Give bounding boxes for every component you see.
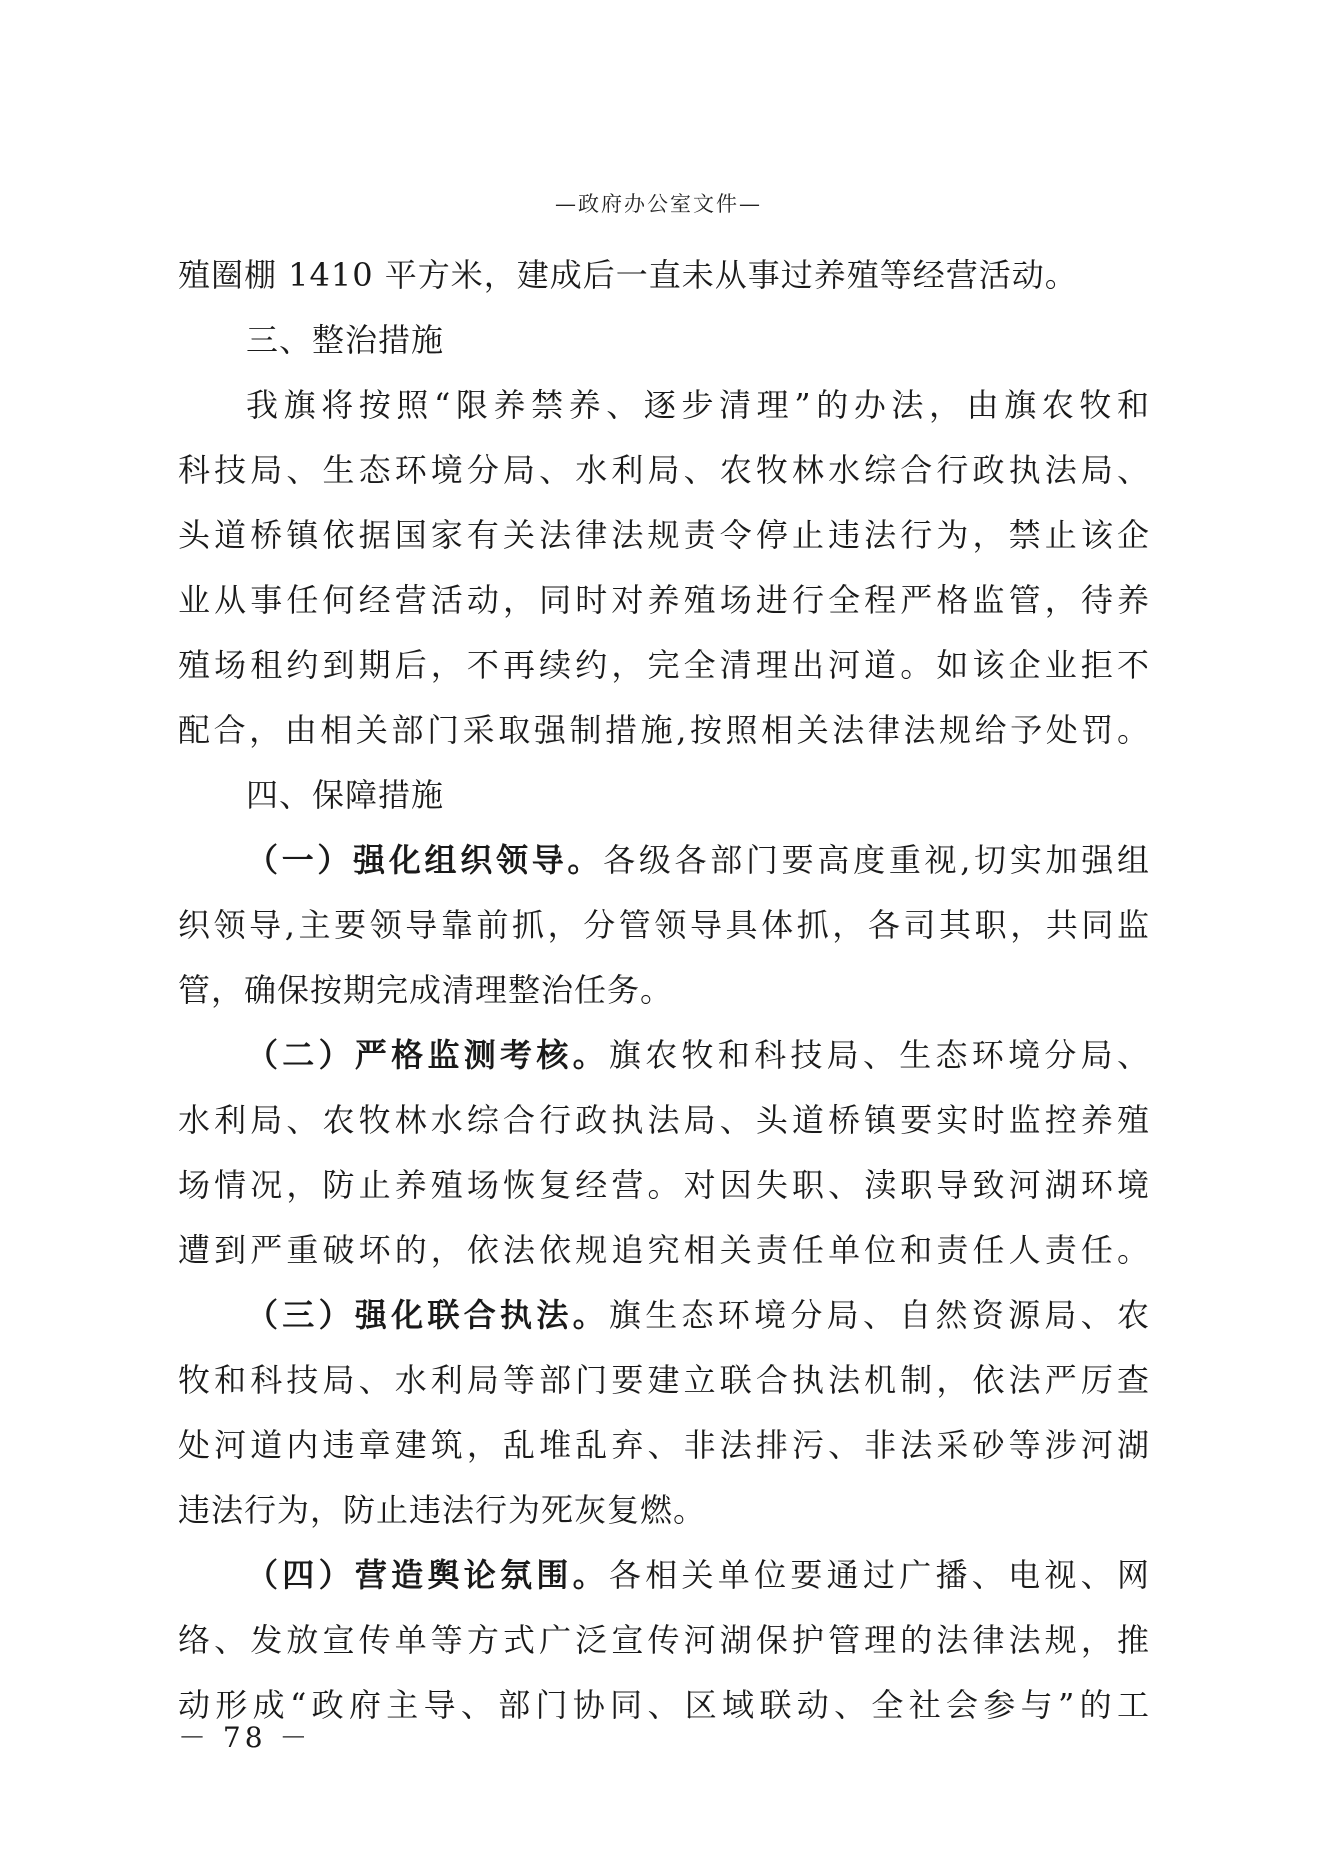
- paragraph-line: 我旗将按照“限养禁养、逐步清理”的办法，由旗农牧和: [246, 386, 1150, 424]
- paragraph-line: 织领导,主要领导靠前抓，分管领导具体抓，各司其职，共同监: [178, 906, 1150, 944]
- paragraph-line: 牧和科技局、水利局等部门要建立联合执法机制，依法严厉查: [178, 1361, 1150, 1399]
- paragraph-line: 配合，由相关部门采取强制措施,按照相关法律法规给予处罚。: [178, 711, 1150, 749]
- subsection-title: （四）营造舆论氛围。: [246, 1556, 609, 1594]
- subsection-first-line: [178, 1283, 1150, 1348]
- paragraph-line: 络、发放宣传单等方式广泛宣传河湖保护管理的法律法规，推: [178, 1621, 1150, 1659]
- subsection-title: （三）强化联合执法。: [246, 1296, 609, 1334]
- paragraph-line: 违法行为，防止违法行为死灰复燃。: [178, 1491, 707, 1529]
- paragraph-line: 业从事任何经营活动，同时对养殖场进行全程严格监管，待养: [178, 581, 1150, 619]
- paragraph-line: 水利局、农牧林水综合行政执法局、头道桥镇要实时监控养殖: [178, 1101, 1150, 1139]
- section-heading-3: 三、整治措施: [246, 321, 445, 359]
- subsection-title: （一）强化组织领导。: [246, 841, 604, 879]
- document-body: [178, 243, 1150, 1738]
- subsection-text: 旗农牧和科技局、生态环境分局、: [608, 1036, 1150, 1074]
- subsection-first-line: [178, 1023, 1150, 1088]
- subsection-title: （二）严格监测考核。: [246, 1036, 609, 1074]
- paragraph-line: 遭到严重破坏的，依法依规追究相关责任单位和责任人责任。: [178, 1231, 1150, 1269]
- paragraph-line: 殖圈棚 1410 平方米，建成后一直未从事过养殖等经营活动。: [178, 256, 1078, 294]
- paragraph-line: 处河道内违章建筑，乱堆乱弃、非法排污、非法采砂等涉河湖: [178, 1426, 1150, 1464]
- paragraph-line: 科技局、生态环境分局、水利局、农牧林水综合行政执法局、: [178, 451, 1150, 489]
- page-number: － 78 －: [178, 1721, 312, 1754]
- subsection-text: 各级各部门要高度重视,切实加强组: [603, 841, 1150, 879]
- running-header: —政府办公室文件—: [555, 192, 762, 216]
- paragraph-line: 殖场租约到期后，不再续约，完全清理出河道。如该企业拒不: [178, 646, 1150, 684]
- paragraph-line: 管，确保按期完成清理整治任务。: [178, 971, 674, 1009]
- subsection-text: 各相关单位要通过广播、电视、网: [608, 1556, 1150, 1594]
- subsection-first-line: [178, 828, 1150, 893]
- paragraph-line: 头道桥镇依据国家有关法律法规责令停止违法行为，禁止该企: [178, 516, 1150, 554]
- section-heading-4: 四、保障措施: [246, 776, 445, 814]
- paragraph-line: 动形成“政府主导、部门协同、区域联动、全社会参与”的工: [178, 1686, 1150, 1724]
- subsection-text: 旗生态环境分局、自然资源局、农: [608, 1296, 1150, 1334]
- subsection-first-line: [178, 1543, 1150, 1608]
- paragraph-line: 场情况，防止养殖场恢复经营。对因失职、渎职导致河湖环境: [178, 1166, 1150, 1204]
